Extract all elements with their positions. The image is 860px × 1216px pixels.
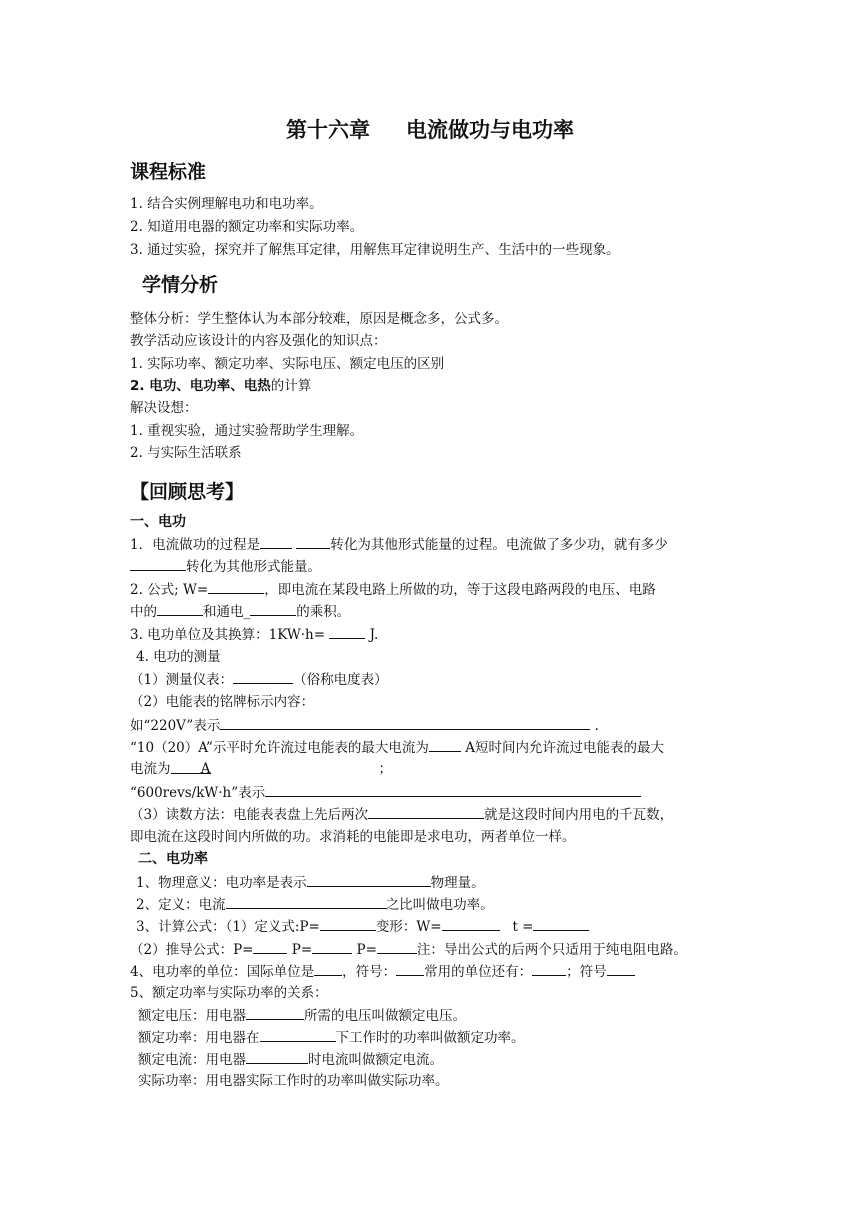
text: ；符号 bbox=[566, 964, 607, 980]
blank bbox=[157, 602, 203, 616]
blank bbox=[307, 873, 431, 887]
text: 下工作时的功率叫做额定功率。 bbox=[335, 1030, 525, 1046]
power-line-2 bbox=[136, 895, 740, 914]
text: ，即电流在某段电路上所做的功，等于这段电路两段的电压、电路 bbox=[264, 582, 656, 598]
work-line-7 bbox=[130, 670, 740, 689]
analysis-point-2-bold: 2. 电功、电功率、电热 bbox=[130, 378, 271, 394]
power-line-8 bbox=[138, 1028, 740, 1047]
blank bbox=[260, 1028, 336, 1042]
blank bbox=[442, 917, 500, 931]
text: t = bbox=[512, 919, 534, 935]
blank bbox=[260, 535, 292, 549]
text: 额定电压：用电器 bbox=[138, 1008, 246, 1024]
blank bbox=[314, 962, 342, 976]
work-line-10 bbox=[130, 738, 740, 757]
blank bbox=[368, 805, 484, 819]
section-electric-power-heading: 二、电功率 bbox=[138, 851, 208, 867]
work-line-13 bbox=[130, 805, 740, 824]
blank bbox=[220, 716, 590, 730]
curriculum-item-1: 1. 结合实例理解电功和电功率。 bbox=[130, 196, 323, 212]
blank bbox=[329, 625, 365, 639]
text: 的乘积。 bbox=[296, 604, 351, 620]
text: 电流为 bbox=[130, 761, 171, 777]
analysis-design: 教学活动应该设计的内容及强化的知识点： bbox=[130, 333, 387, 349]
text: 和通电_ bbox=[203, 604, 251, 620]
text: P= bbox=[356, 942, 377, 958]
curriculum-heading: 课程标准 bbox=[130, 161, 207, 183]
blank bbox=[233, 670, 293, 684]
text: ，符号： bbox=[342, 964, 397, 980]
text: “600revs/kW·h”表示 bbox=[130, 785, 266, 801]
work-line-12 bbox=[130, 783, 740, 802]
blank bbox=[296, 535, 330, 549]
blank bbox=[253, 940, 287, 954]
text: J. bbox=[369, 627, 379, 643]
blank bbox=[312, 940, 352, 954]
analysis-solution-1: 1. 重视实验，通过实验帮助学生理解。 bbox=[130, 423, 364, 439]
analysis-point-2 bbox=[130, 377, 740, 395]
power-line-9 bbox=[138, 1050, 740, 1069]
review-heading: 【回顾思考】 bbox=[130, 481, 245, 503]
text: 3、计算公式：（1）定义式:P= bbox=[136, 919, 320, 935]
text: （2）推导公式：P= bbox=[130, 942, 254, 958]
power-line-4 bbox=[130, 940, 740, 959]
blank bbox=[607, 962, 635, 976]
text: （1）测量仪表： bbox=[130, 672, 234, 688]
analysis-solution-2: 2. 与实际生活联系 bbox=[130, 445, 242, 461]
analysis-point-2-tail: 的计算 bbox=[270, 378, 312, 394]
work-line-9 bbox=[130, 716, 740, 735]
blank bbox=[396, 962, 424, 976]
text: 如“220V”表示 bbox=[130, 718, 221, 734]
blank bbox=[246, 1006, 304, 1020]
text: （3）读数方法：电能表表盘上先后两次 bbox=[130, 807, 369, 823]
text: 1、物理意义：电功率是表示 bbox=[136, 875, 307, 891]
power-line-1 bbox=[136, 873, 740, 892]
work-line-5 bbox=[130, 625, 740, 644]
text: 所需的电压叫做额定电压。 bbox=[304, 1008, 466, 1024]
blank bbox=[246, 1050, 308, 1064]
text: P= bbox=[291, 942, 313, 958]
blank bbox=[171, 760, 211, 777]
work-line-2 bbox=[130, 557, 740, 576]
analysis-point-1: 1. 实际功率、额定功率、实际电压、额定电压的区别 bbox=[130, 356, 445, 372]
text: 物理量。 bbox=[430, 875, 485, 891]
text: 常用的单位还有： bbox=[424, 964, 533, 980]
blank bbox=[377, 940, 417, 954]
text: 之比叫做电功率。 bbox=[385, 897, 494, 913]
curriculum-item-2: 2. 知道用电器的额定功率和实际功率。 bbox=[130, 219, 364, 235]
blank bbox=[250, 602, 296, 616]
power-line-7 bbox=[138, 1006, 740, 1025]
text: ； bbox=[378, 761, 392, 777]
text: 3. 电功单位及其换算：1KW·h= bbox=[130, 627, 326, 643]
text: 中的 bbox=[130, 604, 157, 620]
blank bbox=[532, 962, 566, 976]
chapter-title bbox=[0, 114, 860, 144]
blank bbox=[533, 917, 589, 931]
power-line-5 bbox=[130, 962, 740, 981]
text: “10（20）A”示平时允许流过电能表的最大电流为 bbox=[130, 740, 429, 756]
text: （俗称电度表） bbox=[293, 672, 388, 688]
power-line-3 bbox=[136, 917, 740, 936]
work-line-11 bbox=[130, 760, 740, 778]
text: 就是这段时间内用电的千瓦数， bbox=[484, 807, 674, 823]
work-line-4 bbox=[130, 602, 740, 621]
analysis-solution: 解决设想： bbox=[130, 400, 198, 416]
work-line-8: （2）电能表的铭牌标示内容： bbox=[130, 694, 315, 710]
blank bbox=[429, 738, 461, 752]
blank bbox=[208, 580, 264, 594]
chapter-number: 第十六章 bbox=[286, 118, 370, 142]
blank bbox=[320, 917, 376, 931]
power-line-10: 实际功率：用电器实际工作时的功率叫做实际功率。 bbox=[138, 1073, 449, 1089]
work-line-3 bbox=[130, 580, 740, 599]
analysis-overall: 整体分析：学生整体认为本部分较难，原因是概念多，公式多。 bbox=[130, 311, 508, 327]
chapter-name: 电流做功与电功率 bbox=[406, 118, 574, 142]
work-line-1 bbox=[130, 535, 740, 554]
section-electric-work-heading: 一、电功 bbox=[130, 514, 186, 530]
text: 额定电流：用电器 bbox=[138, 1052, 246, 1068]
text: . bbox=[594, 718, 599, 734]
work-line-14: 即电流在这段时间内所做的功。求消耗的电能即是求电功，两者单位一样。 bbox=[130, 829, 576, 845]
curriculum-item-3: 3. 通过实验，探究并了解焦耳定律，用解焦耳定律说明生产、生活中的一些现象。 bbox=[130, 242, 620, 258]
blank bbox=[226, 895, 386, 909]
text: 2、定义：电流 bbox=[136, 897, 226, 913]
text: A bbox=[200, 761, 211, 777]
text: 转化为其他形式能量的过程。电流做了多少功，就有多少 bbox=[330, 537, 668, 553]
text: 注：导出公式的后两个只适用于纯电阻电路。 bbox=[416, 942, 687, 958]
text: 1．电流做功的过程是 bbox=[130, 537, 261, 553]
blank bbox=[130, 557, 186, 571]
analysis-heading: 学情分析 bbox=[142, 274, 219, 296]
text: 时电流叫做额定电流。 bbox=[308, 1052, 443, 1068]
text: 变形：W= bbox=[375, 919, 442, 935]
power-line-6: 5、额定功率与实际功率的关系： bbox=[130, 985, 328, 1001]
text: 额定功率：用电器在 bbox=[138, 1030, 260, 1046]
work-line-6: 4. 电功的测量 bbox=[136, 649, 221, 665]
text: 4、电功率的单位：国际单位是 bbox=[130, 964, 315, 980]
text: 2. 公式; W= bbox=[130, 582, 209, 598]
text: 转化为其他形式能量。 bbox=[186, 559, 321, 575]
blank bbox=[265, 783, 641, 797]
text: A短时间内允许流过电能表的最大 bbox=[465, 740, 664, 756]
